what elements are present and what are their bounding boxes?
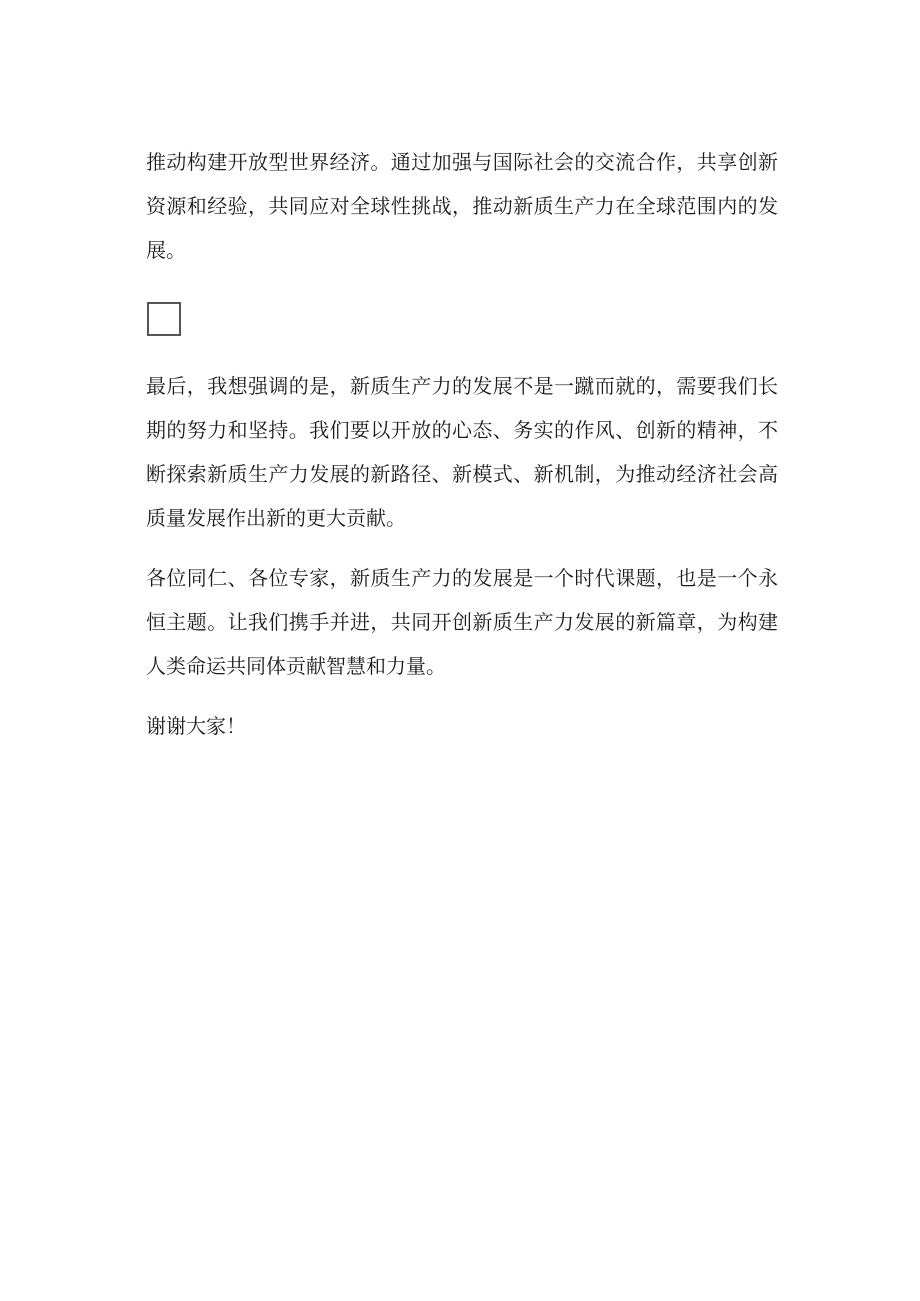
paragraph-conclusion: 最后，我想强调的是，新质生产力的发展不是一蹴而就的，需要我们长期的努力和坚持。我们要以开放的心态、务实的作风、创新的精神，不断探索新质生产力发展的新路径、新模式、新机制，为推动经济社会高质量发展作出新的更大贡献。 xyxy=(146,374,778,530)
paragraph-thanks: 谢谢大家！ xyxy=(146,714,246,738)
document-page xyxy=(146,140,778,764)
paragraph-call-to-action: 各位同仁、各位专家，新质生产力的发展是一个时代课题，也是一个永恒主题。让我们携手并进，共同开创新质生产力发展的新篇章，为构建人类命运共同体贡献智慧和力量。 xyxy=(146,566,778,678)
checkbox-icon[interactable] xyxy=(147,302,181,336)
paragraph-open-economy: 推动构建开放型世界经济。通过加强与国际社会的交流合作，共享创新资源和经验，共同应对全球性挑战，推动新质生产力在全球范围内的发展。 xyxy=(146,150,778,262)
